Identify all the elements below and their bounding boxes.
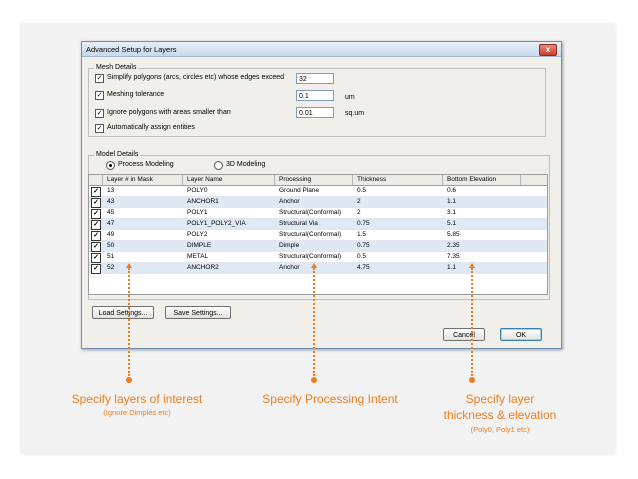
cell-elevation[interactable]: 5.85 — [447, 231, 460, 238]
check-icon: ✓ — [93, 254, 99, 261]
cell-thickness[interactable]: 4.75 — [357, 264, 370, 271]
row-checkbox[interactable] — [91, 242, 101, 252]
cell-processing[interactable]: Anchor — [279, 264, 300, 271]
cell-thickness[interactable]: 0.5 — [357, 253, 367, 260]
row-checkbox[interactable] — [91, 187, 101, 197]
cell-processing[interactable]: Ground Plane — [279, 187, 320, 194]
check-icon: ✓ — [93, 199, 99, 206]
cell-processing[interactable]: Structural(Conformal) — [279, 253, 342, 260]
cell-elevation[interactable]: 5.1 — [447, 220, 457, 227]
cell-processing[interactable]: Structural Via — [279, 220, 318, 227]
cell-thickness[interactable]: 2 — [357, 198, 361, 205]
cell-elevation[interactable]: 1.1 — [447, 198, 457, 205]
3d-modeling-radio[interactable] — [214, 161, 223, 170]
simplify-polygons-label: Simplify polygons (arcs, circles etc) whose edges exceed — [107, 74, 285, 81]
check-icon: ✓ — [96, 125, 103, 132]
cell-processing[interactable]: Anchor — [279, 198, 300, 205]
cell-layer: 49 — [107, 231, 115, 238]
cell-thickness[interactable]: 2 — [357, 209, 361, 216]
row-checkbox[interactable] — [91, 209, 101, 219]
meshing-tolerance-input[interactable]: 0.1 — [296, 90, 334, 101]
cell-layer: 52 — [107, 264, 115, 271]
header-check — [89, 175, 103, 185]
thickness-pointer-line — [471, 268, 473, 376]
cancel-button[interactable]: Cancel — [443, 328, 485, 341]
header-processing[interactable]: Processing — [275, 175, 353, 185]
check-icon: ✓ — [93, 232, 99, 239]
auto-assign-label: Automatically assign entities — [107, 124, 195, 131]
row-checkbox[interactable] — [91, 220, 101, 230]
table-row[interactable] — [89, 197, 547, 208]
layers-pointer-line — [128, 268, 130, 376]
row-checkbox[interactable] — [91, 264, 101, 274]
cell-processing[interactable]: Structural(Conformal) — [279, 209, 342, 216]
cell-name: POLY1_POLY2_VIA — [187, 220, 246, 227]
table-row[interactable] — [89, 219, 547, 230]
cell-thickness[interactable]: 0.5 — [357, 187, 367, 194]
load-settings-button[interactable]: Load Settings... — [92, 306, 154, 319]
simplify-polygons-checkbox[interactable] — [95, 74, 104, 83]
table-row[interactable] — [89, 252, 547, 263]
cell-thickness[interactable]: 0.75 — [357, 220, 370, 227]
cell-elevation[interactable]: 0.6 — [447, 187, 457, 194]
cell-name: DIMPLE — [187, 242, 212, 249]
cell-layer: 50 — [107, 242, 115, 249]
header-name[interactable]: Layer Name — [183, 175, 275, 185]
check-icon: ✓ — [96, 75, 103, 82]
cell-elevation[interactable]: 7.35 — [447, 253, 460, 260]
meshing-tolerance-unit: um — [345, 94, 355, 101]
ignore-polygons-unit: sq.um — [345, 110, 365, 117]
mesh-details-label: Mesh Details — [96, 64, 137, 71]
cell-layer: 13 — [107, 187, 115, 194]
cell-name: ANCHOR1 — [187, 198, 219, 205]
cell-elevation[interactable]: 1.1 — [447, 264, 457, 271]
close-button[interactable]: x — [539, 44, 557, 56]
row-checkbox[interactable] — [91, 231, 101, 241]
caption-thickness-line1: Specify layer — [465, 392, 535, 406]
process-modeling-radio[interactable] — [106, 161, 115, 170]
table-row[interactable] — [89, 263, 547, 274]
model-details-label: Model Details — [96, 151, 139, 158]
cell-name: POLY1 — [187, 209, 208, 216]
cell-layer: 43 — [107, 198, 115, 205]
process-modeling-label: Process Modeling — [118, 161, 174, 168]
row-checkbox[interactable] — [91, 198, 101, 208]
cell-name: POLY0 — [187, 187, 208, 194]
cell-name: METAL — [187, 253, 209, 260]
table-row[interactable] — [89, 208, 547, 219]
cell-elevation[interactable]: 3.1 — [447, 209, 457, 216]
caption-layers-sub: (Ignore Dimples etc) — [103, 408, 171, 417]
check-icon: ✓ — [93, 221, 99, 228]
cell-name: ANCHOR2 — [187, 264, 219, 271]
save-settings-button[interactable]: Save Settings... — [165, 306, 231, 319]
header-thickness[interactable]: Thickness — [353, 175, 443, 185]
processing-pointer-line — [313, 268, 315, 376]
cell-processing[interactable]: Dimple — [279, 242, 300, 249]
processing-pointer-dot — [311, 377, 317, 383]
check-icon: ✓ — [93, 243, 99, 250]
auto-assign-checkbox[interactable] — [95, 124, 104, 133]
table-header — [89, 175, 547, 186]
3d-modeling-label: 3D Modeling — [226, 161, 266, 168]
row-checkbox[interactable] — [91, 253, 101, 263]
check-icon: ✓ — [93, 210, 99, 217]
meshing-tolerance-checkbox[interactable] — [95, 91, 104, 100]
caption-layers: Specify layers of interest — [71, 392, 203, 406]
ignore-polygons-checkbox[interactable] — [95, 109, 104, 118]
cell-thickness[interactable]: 0.75 — [357, 242, 370, 249]
ignore-polygons-label: Ignore polygons with areas smaller than — [107, 109, 231, 116]
cell-thickness[interactable]: 1.5 — [357, 231, 367, 238]
caption-thickness-sub: (Poly0, Poly1 etc) — [470, 425, 530, 434]
dialog-titlebar[interactable] — [82, 42, 561, 57]
simplify-polygons-input[interactable]: 32 — [296, 73, 334, 84]
cell-elevation[interactable]: 2.35 — [447, 242, 460, 249]
caption-processing: Specify Processing Intent — [262, 392, 398, 406]
check-icon: ✓ — [96, 92, 103, 99]
table-row[interactable] — [89, 241, 547, 252]
table-row[interactable] — [89, 230, 547, 241]
cell-name: POLY2 — [187, 231, 208, 238]
layers-table — [88, 174, 548, 295]
check-icon: ✓ — [93, 265, 99, 272]
header-elevation[interactable]: Bottom Elevation — [443, 175, 521, 185]
table-row[interactable] — [89, 186, 547, 197]
cell-layer: 45 — [107, 209, 115, 216]
ok-button[interactable]: OK — [500, 328, 542, 341]
check-icon: ✓ — [93, 188, 99, 195]
meshing-tolerance-label: Meshing tolerance — [107, 91, 165, 98]
ignore-polygons-input[interactable]: 0.01 — [296, 107, 334, 118]
cell-layer: 51 — [107, 253, 115, 260]
caption-thickness-line2: thickness & elevation — [443, 408, 557, 422]
check-icon: ✓ — [96, 110, 103, 117]
dialog-title: Advanced Setup for Layers — [86, 45, 177, 54]
thickness-pointer-dot — [469, 377, 475, 383]
layers-pointer-dot — [126, 377, 132, 383]
cell-processing[interactable]: Structural(Conformal) — [279, 231, 342, 238]
header-layer[interactable]: Layer # in Mask — [103, 175, 183, 185]
cell-layer: 47 — [107, 220, 115, 227]
